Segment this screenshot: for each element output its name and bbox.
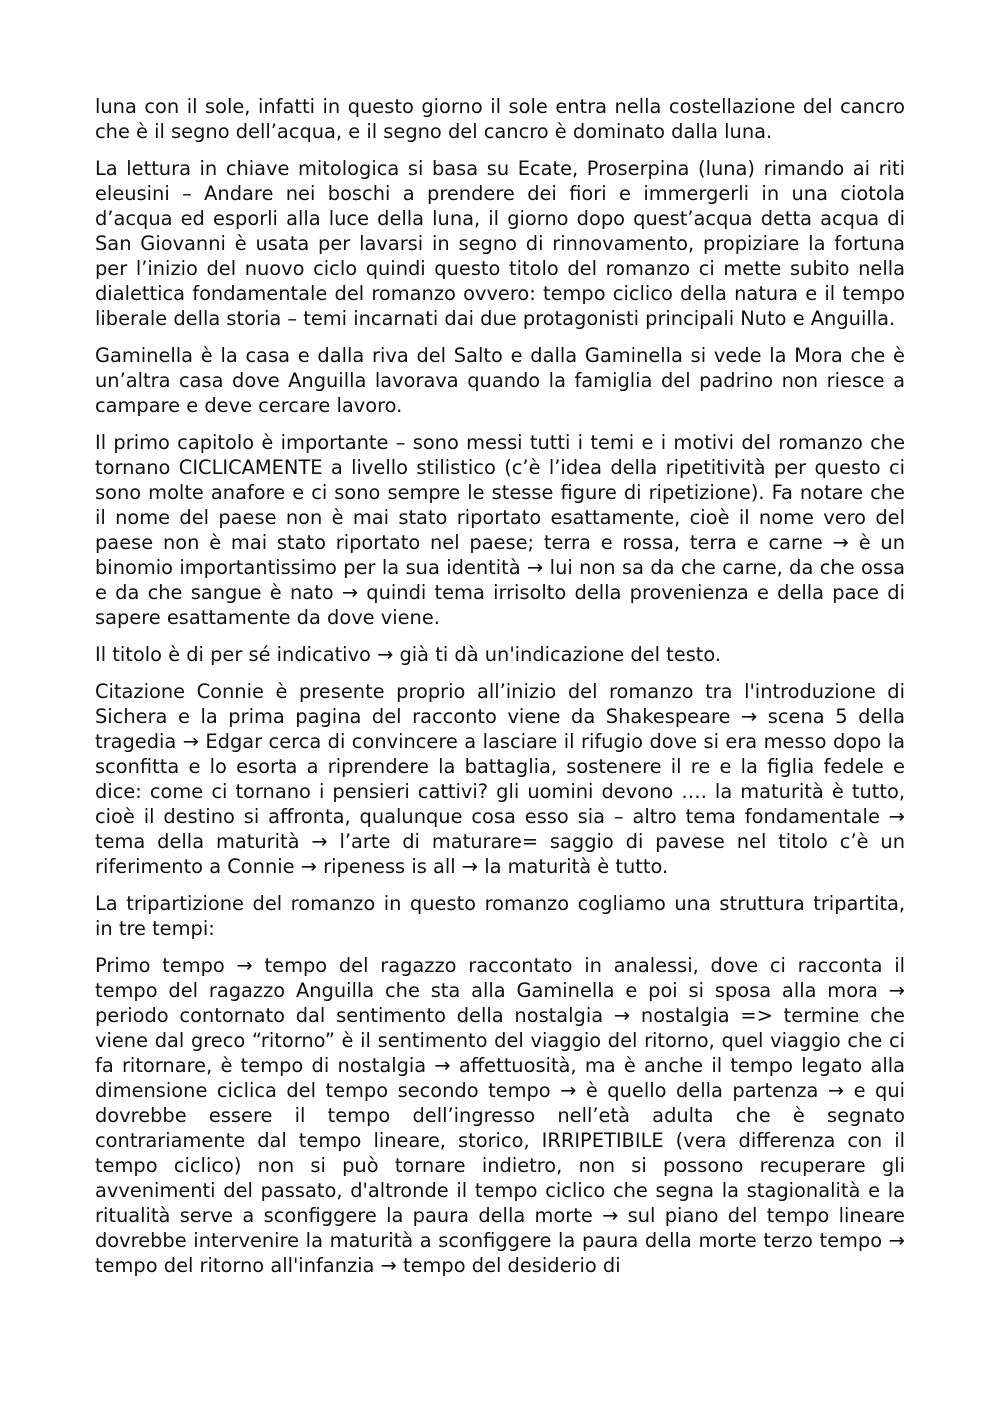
paragraph-title: Il titolo è di per sé indicativo → già ti dà un'indicazione del testo. <box>95 643 722 666</box>
paragraph-three-times: Primo tempo → tempo del ragazzo raccontato in analessi, dove ci racconta il tempo del ragazzo Anguilla che sta alla Gaminella e poi si sposa alla mora → periodo contornato dal sentimento della nostalgia → nostalgia => termine che viene dal greco “ritorno” è il sentimento del viaggio del ritorno, quel viaggio che ci fa ritornare, è tempo di nostalgia → affettuosità, ma è anche il tempo legato alla dimensione ciclica del tempo secondo tempo → è quello della partenza → e qui dovrebbe essere il tempo dell’ingresso nell’età adulta che è segnato contrariamente dal tempo lineare, storico, IRRIPETIBILE (vera differenza con il tempo ciclico) non si può tornare indietro, non si possono recuperare gli avvenimenti del passato, d'altronde il tempo ciclico che segna la stagionalità e la ritualità serve a sconfiggere la paura della morte → sul piano del tempo lineare dovrebbe intervenire la maturità a sconfiggere la paura della morte terzo tempo → tempo del ritorno all'infanzia → tempo del desiderio di <box>95 954 905 1277</box>
paragraph-gaminella: Gaminella è la casa e dalla riva del Salto e dalla Gaminella si vede la Mora che è un’altra casa dove Anguilla lavorava quando la famiglia del padrino non riesce a campare e deve cercare lavoro. <box>95 344 905 417</box>
paragraph-quotation: Citazione Connie è presente proprio all’inizio del romanzo tra l'introduzione di Sichera e la prima pagina del racconto viene da Shakespeare → scena 5 della tragedia → Edgar cerca di convincere a lasciare il rifugio dove si era messo dopo la sconfitta e lo esorta a riprendere la battaglia, sostenere il re e la figlia fedele e dice: come ci tornano i pensieri cattivi? gli uomini devono …. la maturità è tutto, cioè il destino si affronta, qualunque cosa esso sia – altro tema fondamentale → tema della maturità → l’arte di maturare= saggio di pavese nel titolo c’è un riferimento a Connie → ripeness is all → la maturità è tutto. <box>95 680 905 878</box>
paragraph-moon-cancer: luna con il sole, infatti in questo giorno il sole entra nella costellazione del cancro che è il segno dell’acqua, e il segno del cancro è dominato dalla luna. <box>95 95 905 143</box>
paragraph-mythological-reading: La lettura in chiave mitologica si basa su Ecate, Proserpina (luna) rimando ai riti eleusini – Andare nei boschi a prendere dei fiori e immergerli in una ciotola d’acqua ed esporli alla luce della luna, il giorno dopo quest’acqua detta acqua di San Giovanni è usata per lavarsi in segno di rinnovamento, propiziare la fortuna per l’inizio del nuovo ciclo quindi questo titolo del romanzo ci mette subito nella dialettica fondamentale del romanzo ovvero: tempo ciclico della natura e il tempo liberale della storia – temi incarnati dai due protagonisti principali Nuto e Anguilla. <box>95 157 905 330</box>
paragraph-first-chapter: Il primo capitolo è importante – sono messi tutti i temi e i motivi del romanzo che tornano CICLICAMENTE a livello stilistico (c’è l’idea della ripetitività per questo ci sono molte anafore e ci sono sempre le stesse figure di ripetizione). Fa notare che il nome del paese non è mai stato riportato esattamente, cioè il nome vero del paese non è mai stato riportato nel paese; terra e rossa, terra e carne → è un binomio importantissimo per la sua identità → lui non sa da che carne, da che ossa e da che sangue è nato → quindi tema irrisolto della provenienza e della pace di sapere esattamente da dove viene. <box>95 431 905 629</box>
document-page <box>95 94 905 1290</box>
paragraph-tripartition: La tripartizione del romanzo in questo romanzo cogliamo una struttura tripartita, in tre tempi: <box>95 892 905 940</box>
